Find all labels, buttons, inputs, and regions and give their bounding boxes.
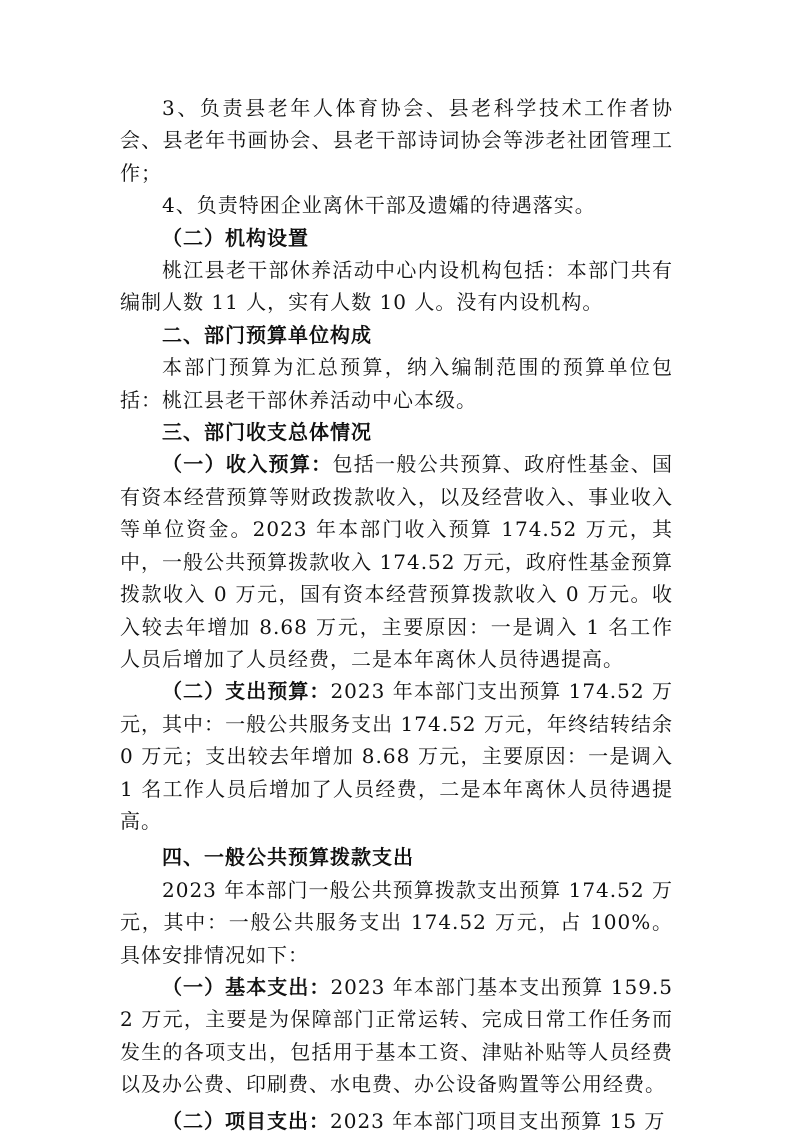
expense-budget-paragraph bbox=[120, 675, 673, 837]
expense-budget-label: （二）支出预算： bbox=[162, 679, 331, 704]
project-expense-label: （二）项目支出： bbox=[162, 1108, 330, 1133]
duty-item-3: 3、负责县老年人体育协会、县老科学技术工作者协会、县老年书画协会、县老干部诗词协会等涉老社团管理工作； bbox=[120, 96, 673, 185]
basic-expense-text: 2023 年本部门基本支出预算 159.52 万元，主要是为保障部门正常运转、完成日常工作任务而发生的各项支出，包括用于基本工资、津贴补贴等人员经费以及办公费、印刷费、水电费、办公设备购置等公用经费。 bbox=[120, 974, 673, 1097]
org-setup-text: 桃江县老干部休养活动中心内设机构包括：本部门共有编制人数 11 人，实有人数 10 人。没有内设机构。 bbox=[120, 258, 673, 315]
income-budget-label: （一）收入预算： bbox=[162, 452, 333, 477]
section-3-heading: 三、部门收支总体情况 bbox=[162, 420, 372, 445]
income-budget-paragraph bbox=[120, 448, 673, 675]
project-expense-paragraph bbox=[120, 1105, 673, 1137]
section-4-text: 2023 年本部门一般公共预算拨款支出预算 174.52 万元，其中：一般公共服务支出 174.52 万元，占 100%。具体安排情况如下： bbox=[120, 877, 673, 967]
section-2-heading: 二、部门预算单位构成 bbox=[162, 322, 372, 347]
section-2-text: 本部门预算为汇总预算，纳入编制范围的预算单位包括：桃江县老干部休养活动中心本级。 bbox=[120, 355, 673, 412]
basic-expense-paragraph bbox=[120, 971, 673, 1101]
expense-budget-text: 2023 年本部门支出预算 174.52 万元，其中：一般公共服务支出 174.52 万元，年终结转结余 0 万元；支出较去年增加 8.68 万元，主要原因：一是调入 1 名工作人员后增加了人员经费，二是本年离休人员待遇提高。 bbox=[120, 679, 674, 833]
basic-expense-label: （一）基本支出： bbox=[162, 974, 331, 999]
income-budget-text: 包括一般公共预算、政府性基金、国有资本经营预算等财政拨款收入，以及经营收入、事业收入等单位资金。2023 年本部门收入预算 174.52 万元，其中，一般公共预算拨款收入 174.52 万元，政府性基金预算拨款收入 0 万元，国有资本经营预算拨款收入 0 万元。收入较去年增加 8.68 万元，主要原因：一是调入 1 名工作人员后增加了人员经费，二是本年离休人员待遇提高。 bbox=[120, 452, 674, 671]
duty-item-4: 4、负责特困企业离休干部及遗孀的待遇落实。 bbox=[162, 193, 596, 218]
project-expense-text: 2023 年本部门项目支出预算 15 万 bbox=[330, 1108, 666, 1133]
org-setup-heading: （二）机构设置 bbox=[162, 225, 309, 250]
section-4-heading: 四、一般公共预算拨款支出 bbox=[162, 845, 414, 870]
